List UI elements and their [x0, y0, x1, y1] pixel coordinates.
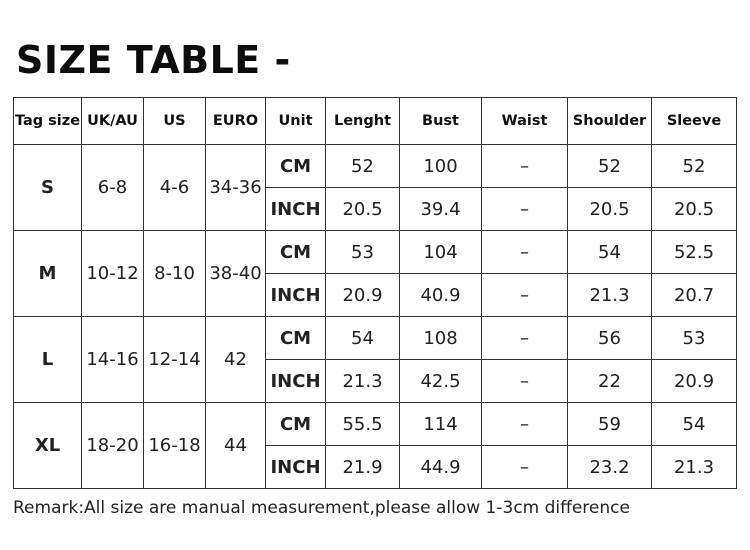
uk-au-cell: 6-8: [82, 145, 144, 231]
bust-cell: 104: [400, 231, 482, 274]
euro-cell: 34-36: [206, 145, 266, 231]
header-unit: Unit: [266, 98, 326, 145]
shoulder-cell: 21.3: [568, 274, 652, 317]
sleeve-cell: 52.5: [652, 231, 737, 274]
sleeve-cell: 54: [652, 403, 737, 446]
unit-cell: CM: [266, 145, 326, 188]
header-euro: EURO: [206, 98, 266, 145]
header-bust: Bust: [400, 98, 482, 145]
shoulder-cell: 52: [568, 145, 652, 188]
length-cell: 52: [326, 145, 400, 188]
euro-cell: 42: [206, 317, 266, 403]
waist-cell: –: [482, 188, 568, 231]
header-length: Lenght: [326, 98, 400, 145]
table-row: [14, 145, 737, 188]
uk-au-cell: 10-12: [82, 231, 144, 317]
length-cell: 20.9: [326, 274, 400, 317]
sleeve-cell: 52: [652, 145, 737, 188]
length-cell: 20.5: [326, 188, 400, 231]
length-cell: 53: [326, 231, 400, 274]
sleeve-cell: 21.3: [652, 446, 737, 489]
unit-cell: CM: [266, 403, 326, 446]
us-cell: 16-18: [144, 403, 206, 489]
sleeve-cell: 20.9: [652, 360, 737, 403]
header-tag-size: Tag size: [14, 98, 82, 145]
uk-au-cell: 18-20: [82, 403, 144, 489]
bust-cell: 42.5: [400, 360, 482, 403]
unit-cell: INCH: [266, 188, 326, 231]
sleeve-cell: 20.7: [652, 274, 737, 317]
sleeve-cell: 20.5: [652, 188, 737, 231]
table-row: [14, 317, 737, 360]
tag-size-cell: XL: [14, 403, 82, 489]
bust-cell: 108: [400, 317, 482, 360]
shoulder-cell: 59: [568, 403, 652, 446]
tag-size-cell: M: [14, 231, 82, 317]
waist-cell: –: [482, 403, 568, 446]
uk-au-cell: 14-16: [82, 317, 144, 403]
length-cell: 54: [326, 317, 400, 360]
table-row: [14, 403, 737, 446]
header-waist: Waist: [482, 98, 568, 145]
header-row: [14, 98, 737, 145]
length-cell: 21.9: [326, 446, 400, 489]
remark-note: Remark:All size are manual measurement,please allow 1-3cm difference: [13, 498, 630, 518]
page-title: SIZE TABLE -: [16, 38, 291, 82]
tag-size-cell: S: [14, 145, 82, 231]
table-row: [14, 231, 737, 274]
bust-cell: 44.9: [400, 446, 482, 489]
bust-cell: 40.9: [400, 274, 482, 317]
header-sleeve: Sleeve: [652, 98, 737, 145]
unit-cell: INCH: [266, 446, 326, 489]
length-cell: 21.3: [326, 360, 400, 403]
size-table: [13, 97, 737, 489]
unit-cell: CM: [266, 231, 326, 274]
header-uk-au: UK/AU: [82, 98, 144, 145]
shoulder-cell: 22: [568, 360, 652, 403]
euro-cell: 38-40: [206, 231, 266, 317]
sleeve-cell: 53: [652, 317, 737, 360]
waist-cell: –: [482, 231, 568, 274]
waist-cell: –: [482, 274, 568, 317]
shoulder-cell: 56: [568, 317, 652, 360]
shoulder-cell: 23.2: [568, 446, 652, 489]
bust-cell: 39.4: [400, 188, 482, 231]
shoulder-cell: 54: [568, 231, 652, 274]
length-cell: 55.5: [326, 403, 400, 446]
us-cell: 12-14: [144, 317, 206, 403]
header-shoulder: Shoulder: [568, 98, 652, 145]
waist-cell: –: [482, 145, 568, 188]
waist-cell: –: [482, 317, 568, 360]
us-cell: 4-6: [144, 145, 206, 231]
unit-cell: CM: [266, 317, 326, 360]
waist-cell: –: [482, 360, 568, 403]
tag-size-cell: L: [14, 317, 82, 403]
unit-cell: INCH: [266, 274, 326, 317]
unit-cell: INCH: [266, 360, 326, 403]
bust-cell: 100: [400, 145, 482, 188]
header-us: US: [144, 98, 206, 145]
bust-cell: 114: [400, 403, 482, 446]
shoulder-cell: 20.5: [568, 188, 652, 231]
euro-cell: 44: [206, 403, 266, 489]
waist-cell: –: [482, 446, 568, 489]
us-cell: 8-10: [144, 231, 206, 317]
